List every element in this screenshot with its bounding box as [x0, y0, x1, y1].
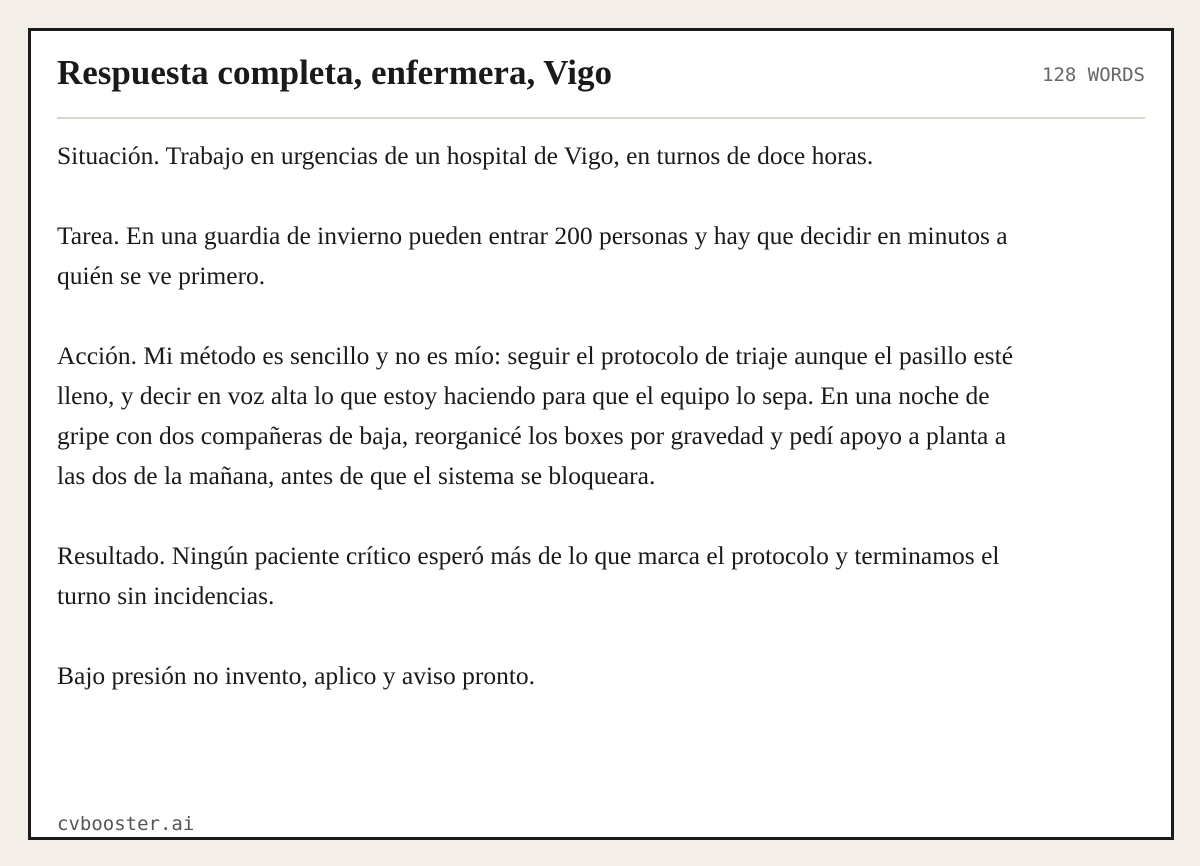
card-title: Respuesta completa, enfermera, Vigo: [57, 53, 613, 92]
paragraph-result: Resultado. Ningún paciente crítico esperó más de lo que marca el protocolo y terminamos el turno sin incidencias.: [57, 541, 1000, 610]
paragraph-action: Acción. Mi método es sencillo y no es mío: seguir el protocolo de triaje aunque el pasillo esté lleno, y decir en voz alta lo que estoy haciendo para que el equipo lo sepa. En una noche de gripe con dos compañeras de baja, reorganicé los boxes por gravedad y pedí apoyo a planta a las dos de la mañana, antes de que el sistema se bloqueara.: [57, 341, 1014, 490]
answer-card: [28, 28, 1174, 840]
word-count: 128 WORDS: [1042, 64, 1145, 86]
brand-footer: cvbooster.ai: [57, 813, 195, 835]
paragraph-situation: Situación. Trabajo en urgencias de un hospital de Vigo, en turnos de doce horas.: [57, 141, 874, 170]
answer-body: [57, 136, 1037, 736]
card-header: [57, 31, 1145, 119]
paragraph-task: Tarea. En una guardia de invierno pueden entrar 200 personas y hay que decidir en minutos a quién se ve primero.: [57, 221, 1008, 290]
paragraph-closing: Bajo presión no invento, aplico y aviso pronto.: [57, 661, 536, 690]
